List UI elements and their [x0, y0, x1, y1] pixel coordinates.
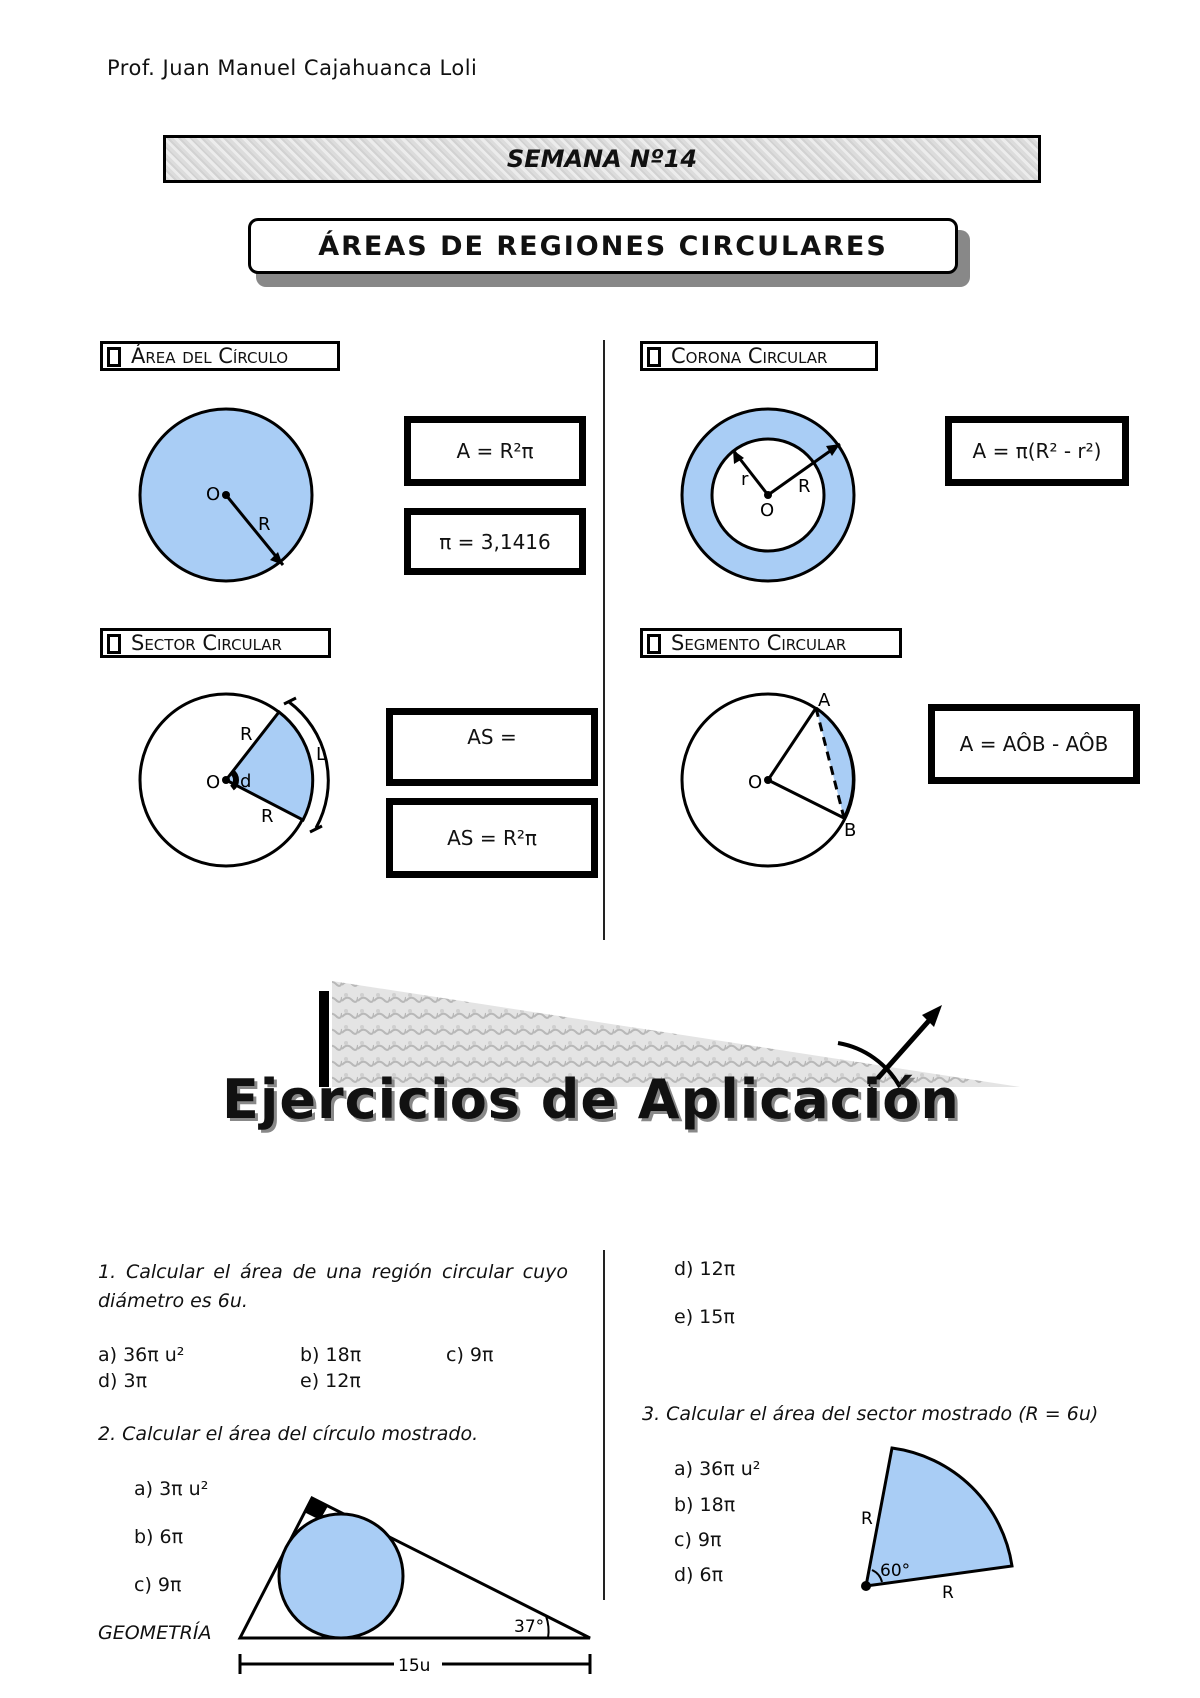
- center-label: O: [760, 500, 775, 521]
- center-label: O: [748, 772, 763, 793]
- radius-label-top: R: [240, 724, 253, 745]
- checkbox-icon: [647, 347, 661, 367]
- base-label: 15u: [398, 1656, 431, 1676]
- radius-label-bottom: R: [261, 806, 274, 827]
- formula-sector-1: [386, 708, 598, 786]
- footer-subject: GEOMETRÍA: [98, 1622, 212, 1644]
- section-label-text: Segmento Circular: [671, 631, 847, 655]
- question-2: 2. Calcular el área del círculo mostrado.: [98, 1423, 479, 1445]
- section-label-text: Área del Círculo: [131, 344, 289, 368]
- q3-option-d: d) 6π: [674, 1564, 724, 1586]
- section-label-text: Corona Circular: [671, 344, 828, 368]
- q1-option-a: a) 36π u²: [98, 1344, 185, 1366]
- q1-option-c: c) 9π: [446, 1344, 494, 1366]
- arc-label: L: [316, 744, 327, 765]
- section-label-segment: [640, 628, 902, 658]
- column-divider-lower: [603, 1250, 605, 1600]
- circle-diagram: [130, 400, 330, 590]
- section-label-text: Sector Circular: [131, 631, 282, 655]
- question-3: 3. Calcular el área del sector mostrado (R = 6u): [642, 1403, 1099, 1425]
- exercises-title: Ejercicios de Aplicación: [222, 1068, 960, 1131]
- q1-option-e: e) 12π: [300, 1370, 361, 1392]
- section-label-sector: [100, 628, 331, 658]
- section-label-circle: [100, 341, 340, 371]
- inner-radius-label: r: [741, 469, 749, 490]
- formula-circle-area: A = R²π: [404, 416, 586, 486]
- center-label: O: [206, 484, 221, 505]
- point-a-label: A: [818, 690, 831, 711]
- q2-option-a: a) 3π u²: [134, 1478, 209, 1500]
- q2-option-c: c) 9π: [134, 1574, 182, 1596]
- q3-sector-diagram: [856, 1440, 1036, 1600]
- angle-label: d: [240, 771, 252, 792]
- formula-text: AS =: [467, 725, 517, 749]
- column-divider: [603, 340, 605, 940]
- angle-label: 60°: [880, 1561, 911, 1581]
- formula-crown-area: A = π(R² - r²): [945, 416, 1129, 486]
- section-label-crown: [640, 341, 878, 371]
- q3-option-c: c) 9π: [674, 1529, 722, 1551]
- checkbox-icon: [107, 634, 121, 654]
- q2-option-b: b) 6π: [134, 1526, 184, 1548]
- radius-label: R: [258, 514, 271, 535]
- page-title: ÁREAS DE REGIONES CIRCULARES: [248, 218, 958, 274]
- formula-pi: π = 3,1416: [404, 508, 586, 575]
- q1-option-b: b) 18π: [300, 1344, 362, 1366]
- formula-segment-area: A = AÔB - AÔB: [928, 704, 1140, 784]
- question-1: 1. Calcular el área de una región circular cuyo diámetro es 6u.: [98, 1261, 568, 1312]
- q2-triangle-diagram: [230, 1490, 600, 1690]
- radius-label-bottom: R: [942, 1583, 954, 1600]
- angle-label: 37°: [514, 1617, 545, 1637]
- outer-radius-label: R: [798, 476, 811, 497]
- formula-sector-2: AS = R²π: [386, 798, 598, 878]
- q3-option-a: a) 36π u²: [674, 1458, 761, 1480]
- author-name: Prof. Juan Manuel Cajahuanca Loli: [107, 56, 478, 80]
- q1-option-d: d) 3π: [98, 1370, 148, 1392]
- checkbox-icon: [107, 347, 121, 367]
- q3-option-b: b) 18π: [674, 1494, 736, 1516]
- crown-diagram: [672, 400, 872, 590]
- q2-option-e: e) 15π: [674, 1306, 735, 1328]
- center-label: O: [206, 772, 221, 793]
- point-b-label: B: [844, 820, 857, 841]
- segment-diagram: [672, 690, 882, 880]
- checkbox-icon: [647, 634, 661, 654]
- sector-diagram: [130, 690, 340, 880]
- radius-label-left: R: [861, 1509, 873, 1529]
- week-banner: SEMANA Nº14: [163, 135, 1041, 183]
- q2-option-d: d) 12π: [674, 1258, 736, 1280]
